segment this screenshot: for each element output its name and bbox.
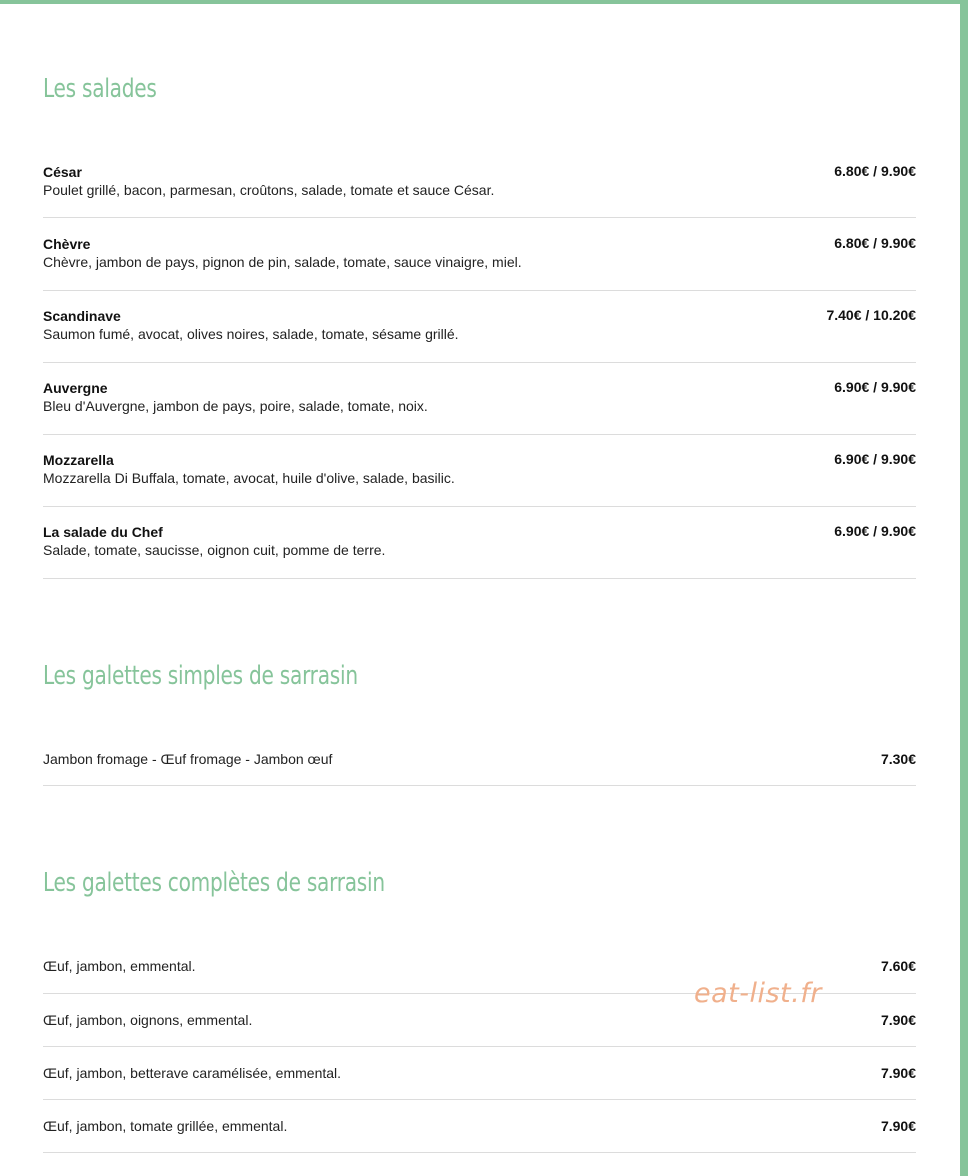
item-description: Chèvre, jambon de pays, pignon de pin, salade, tomate, sauce vinaigre, miel. <box>43 254 522 270</box>
watermark: eat-list.fr <box>694 978 822 1009</box>
item-price: 7.60€ <box>880 958 916 974</box>
item-description: Mozzarella Di Buffala, tomate, avocat, huile d'olive, salade, basilic. <box>43 470 455 486</box>
item-price: 6.90€ / 9.90€ <box>834 523 916 539</box>
menu-item-galette-simple <box>43 750 916 786</box>
item-description: Poulet grillé, bacon, parmesan, croûtons, salade, tomate et sauce César. <box>43 182 495 198</box>
menu-item-cesar <box>43 163 916 218</box>
top-border <box>0 0 968 4</box>
item-description: Saumon fumé, avocat, olives noires, salade, tomate, sésame grillé. <box>43 326 459 342</box>
right-border <box>960 0 968 1176</box>
menu-item-chevre <box>43 235 916 291</box>
item-price: 7.90€ <box>880 1065 916 1081</box>
item-description: Œuf, jambon, oignons, emmental. <box>43 1012 253 1028</box>
item-name: Chèvre <box>43 236 91 252</box>
menu-item-galette-complete-4 <box>43 1117 916 1153</box>
item-description: Œuf, jambon, tomate grillée, emmental. <box>43 1118 288 1134</box>
item-description: Jambon fromage - Œuf fromage - Jambon œuf <box>43 751 333 767</box>
item-name: Mozzarella <box>43 452 114 468</box>
item-price: 6.90€ / 9.90€ <box>834 451 916 467</box>
item-price: 7.90€ <box>880 1012 916 1028</box>
item-name: Auvergne <box>43 380 108 396</box>
item-price: 6.80€ / 9.90€ <box>834 163 916 179</box>
menu-item-galette-complete-3 <box>43 1064 916 1100</box>
menu-item-auvergne <box>43 379 916 435</box>
item-description: Salade, tomate, saucisse, oignon cuit, pomme de terre. <box>43 542 386 558</box>
item-price: 7.30€ <box>880 751 916 767</box>
item-price: 6.80€ / 9.90€ <box>834 235 916 251</box>
item-description: Œuf, jambon, betterave caramélisée, emmental. <box>43 1065 342 1081</box>
item-name: La salade du Chef <box>43 524 163 540</box>
item-price: 7.90€ <box>880 1118 916 1134</box>
menu-item-mozzarella <box>43 451 916 507</box>
item-description: Œuf, jambon, emmental. <box>43 958 196 974</box>
menu-item-salade-du-chef <box>43 523 916 579</box>
section-title-galettes-completes: Les galettes complètes de sarrasin <box>43 868 385 898</box>
item-description: Bleu d'Auvergne, jambon de pays, poire, salade, tomate, noix. <box>43 398 428 414</box>
menu-item-galette-complete-2 <box>43 1011 916 1047</box>
section-title-galettes-simples: Les galettes simples de sarrasin <box>43 661 358 691</box>
menu-item-scandinave <box>43 307 916 363</box>
item-name: César <box>43 164 82 180</box>
item-name: Scandinave <box>43 308 121 324</box>
section-title-salades: Les salades <box>43 74 157 104</box>
item-price: 6.90€ / 9.90€ <box>834 379 916 395</box>
item-price: 7.40€ / 10.20€ <box>826 307 916 323</box>
